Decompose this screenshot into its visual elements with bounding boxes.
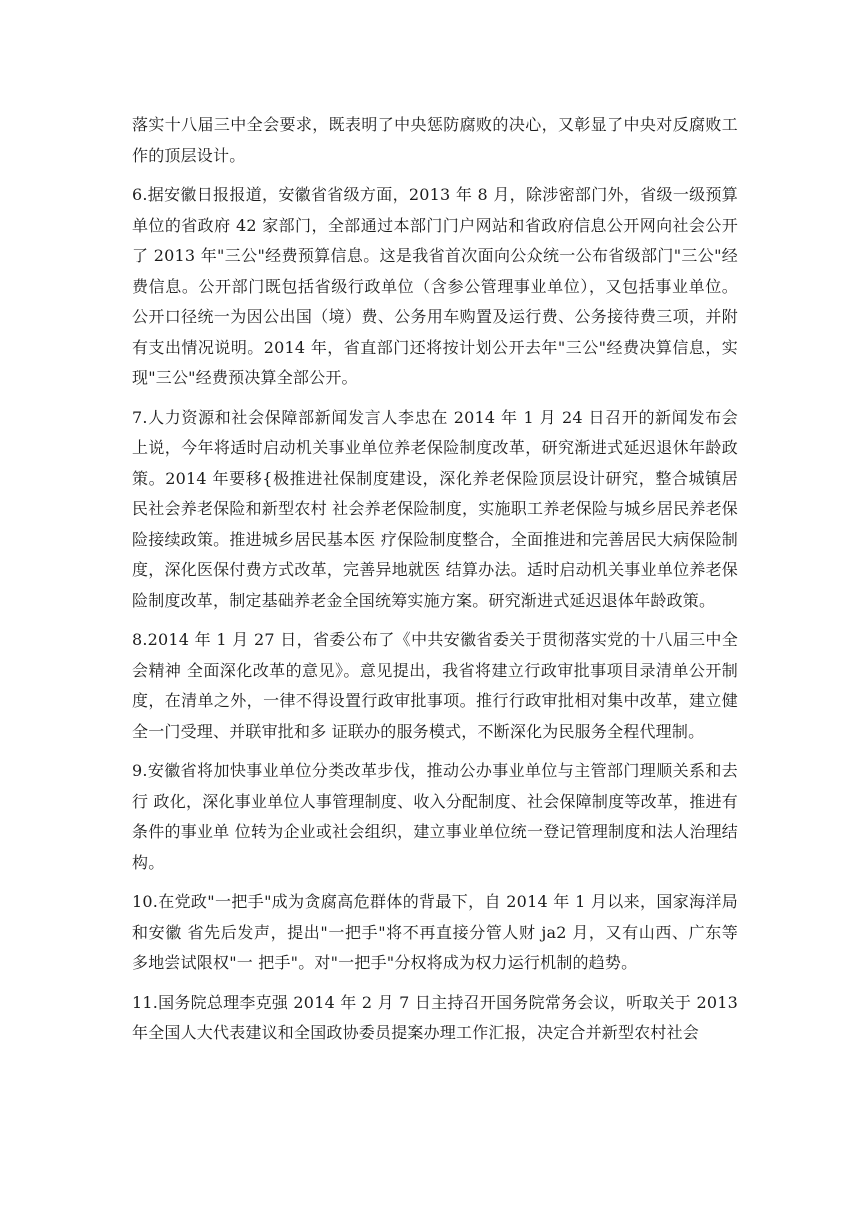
paragraph-item-6: 6.据安徽日报报道，安徽省省级方面，2013 年 8 月，除涉密部门外，省级一级预算单位的省政府 42 家部门，全部通过本部门门户网站和省政府信息公开网向社会公开了 2013 年"三公"经费预算信息。这是我省首次面向公众统一公布省级部门"三公"经费信息。公开部门既包括省级行政单位（含参公管理事业单位），又包括事业单位。公开口径统一为因公出国（境）费、公务用车购置及运行费、公务接待费三项，并附有支出情况说明。2014 年，省直部门还将按计划公开去年"三公"经费决算信息，实现"三公"经费预决算全部公开。 [132, 185, 738, 387]
paragraph-item-11: 11.国务院总理李克强 2014 年 2 月 7 日主持召开国务院常务会议，听取关于 2013 年全国人大代表建议和全国政协委员提案办理工作汇报，决定合并新型农村社会 [132, 992, 738, 1042]
document-body [132, 110, 738, 1058]
paragraph-item-10: 10.在党政"一把手"成为贪腐高危群体的背最下，自 2014 年 1 月以来，国家海洋局和安徽 省先后发声，提出"一把手"将不再直接分管人财 ja2 月，又有山西、广东等多地尝试限权"一 把手"。对"一把手"分权将成为权力运行机制的趋势。 [132, 892, 738, 972]
paragraph-item-8: 8.2014 年 1 月 27 日，省委公布了《中共安徽省委关于贯彻落实党的十八届三中全会精神 全面深化改革的意见》。意见提出，我省将建立行政审批事项目录清单公开制度，在清单之外，一律不得设置行政审批事项。推行行政审批相对集中改革，建立健全一门受理、并联审批和多 证联办的服务模式，不断深化为民服务全程代理制。 [132, 630, 738, 741]
paragraph-continuation: 落实十八届三中全会要求，既表明了中央惩防腐败的决心，又彰显了中央对反腐败工作的顶层设计。 [132, 115, 738, 165]
paragraph-item-9: 9.安徽省将加快事业单位分类改革步伐，推动公办事业单位与主管部门理顺关系和去行 政化，深化事业单位人事管理制度、收入分配制度、社会保障制度等改革，推进有条件的事业单 位转为企业或社会组织，建立事业单位统一登记管理制度和法人治理结构。 [132, 761, 738, 872]
paragraph-item-7: 7.人力资源和社会保障部新闻发言人李忠在 2014 年 1 月 24 日召开的新闻发布会上说，今年将适时启动机关事业单位养老保险制度改革，研究渐进式延迟退休年龄政策。2014 年要移{极推进社保制度建设，深化养老保险顶层设计研究，整合城镇居民社会养老保险和新型农村 社会养老保险制度，实施职工养老保险与城乡居民养老保险接续政策。推进城乡居民基本医 疗保险制度整合，全面推进和完善居民大病保险制度，深化医保付费方式改革，完善异地就医 结算办法。适时启动机关事业单位养老保险制度改革，制定基础养老金全国统筹实施方案。研究渐进式延迟退体年龄政策。 [132, 407, 738, 610]
